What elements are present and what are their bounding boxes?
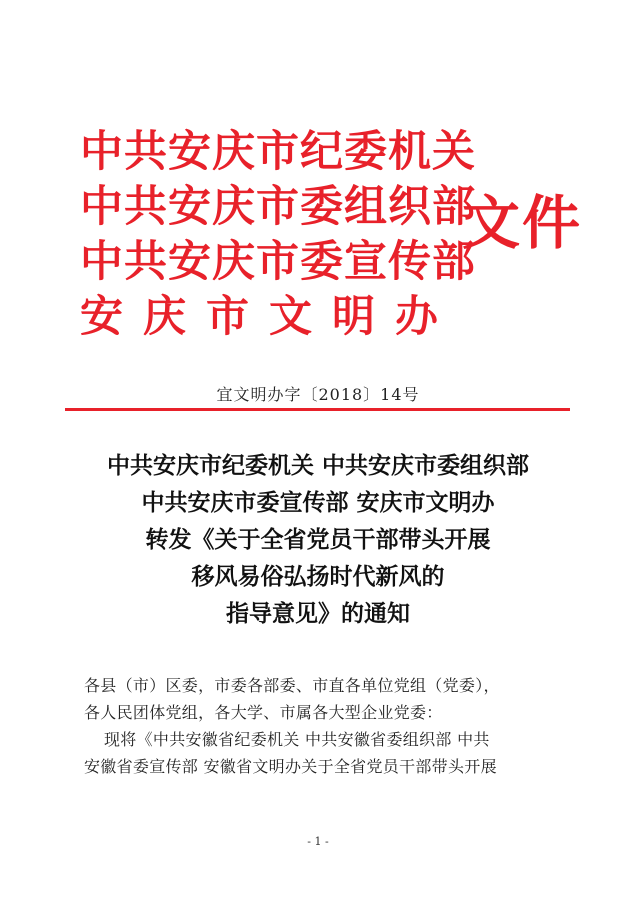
issuer-name: 安庆市文明办 bbox=[80, 292, 458, 342]
document-title bbox=[0, 447, 636, 632]
document-word: 文件 bbox=[462, 189, 583, 257]
page-number: - 1 - bbox=[307, 835, 329, 848]
red-divider-rule bbox=[65, 408, 570, 411]
document-body bbox=[84, 672, 554, 780]
issuer-name: 中共安庆市委宣传部 bbox=[80, 237, 476, 287]
document-number: 宜文明办字〔2018〕14号 bbox=[216, 385, 420, 404]
issuer-name: 中共安庆市委组织部 bbox=[80, 182, 476, 232]
title-line: 中共安庆市纪委机关 中共安庆市委组织部 bbox=[106, 452, 529, 479]
issuer-name: 中共安庆市纪委机关 bbox=[80, 127, 476, 177]
body-line-recipients: 各人民团体党组，各大学、市属各大型企业党委： bbox=[84, 703, 443, 722]
title-line: 中共安庆市委宣传部 安庆市文明办 bbox=[141, 489, 495, 516]
body-line-paragraph: 安徽省委宣传部 安徽省文明办关于全省党员干部带头开展 bbox=[84, 757, 497, 776]
title-line: 移风易俗弘扬时代新风的 bbox=[191, 563, 445, 590]
title-line: 转发《关于全省党员干部带头开展 bbox=[145, 526, 491, 553]
title-line: 指导意见》的通知 bbox=[226, 600, 410, 627]
body-line-paragraph: 现将《中共安徽省纪委机关 中共安徽省委组织部 中共 bbox=[104, 730, 490, 749]
body-line-recipients: 各县（市）区委，市委各部委、市直各单位党组（党委）， bbox=[84, 676, 500, 695]
